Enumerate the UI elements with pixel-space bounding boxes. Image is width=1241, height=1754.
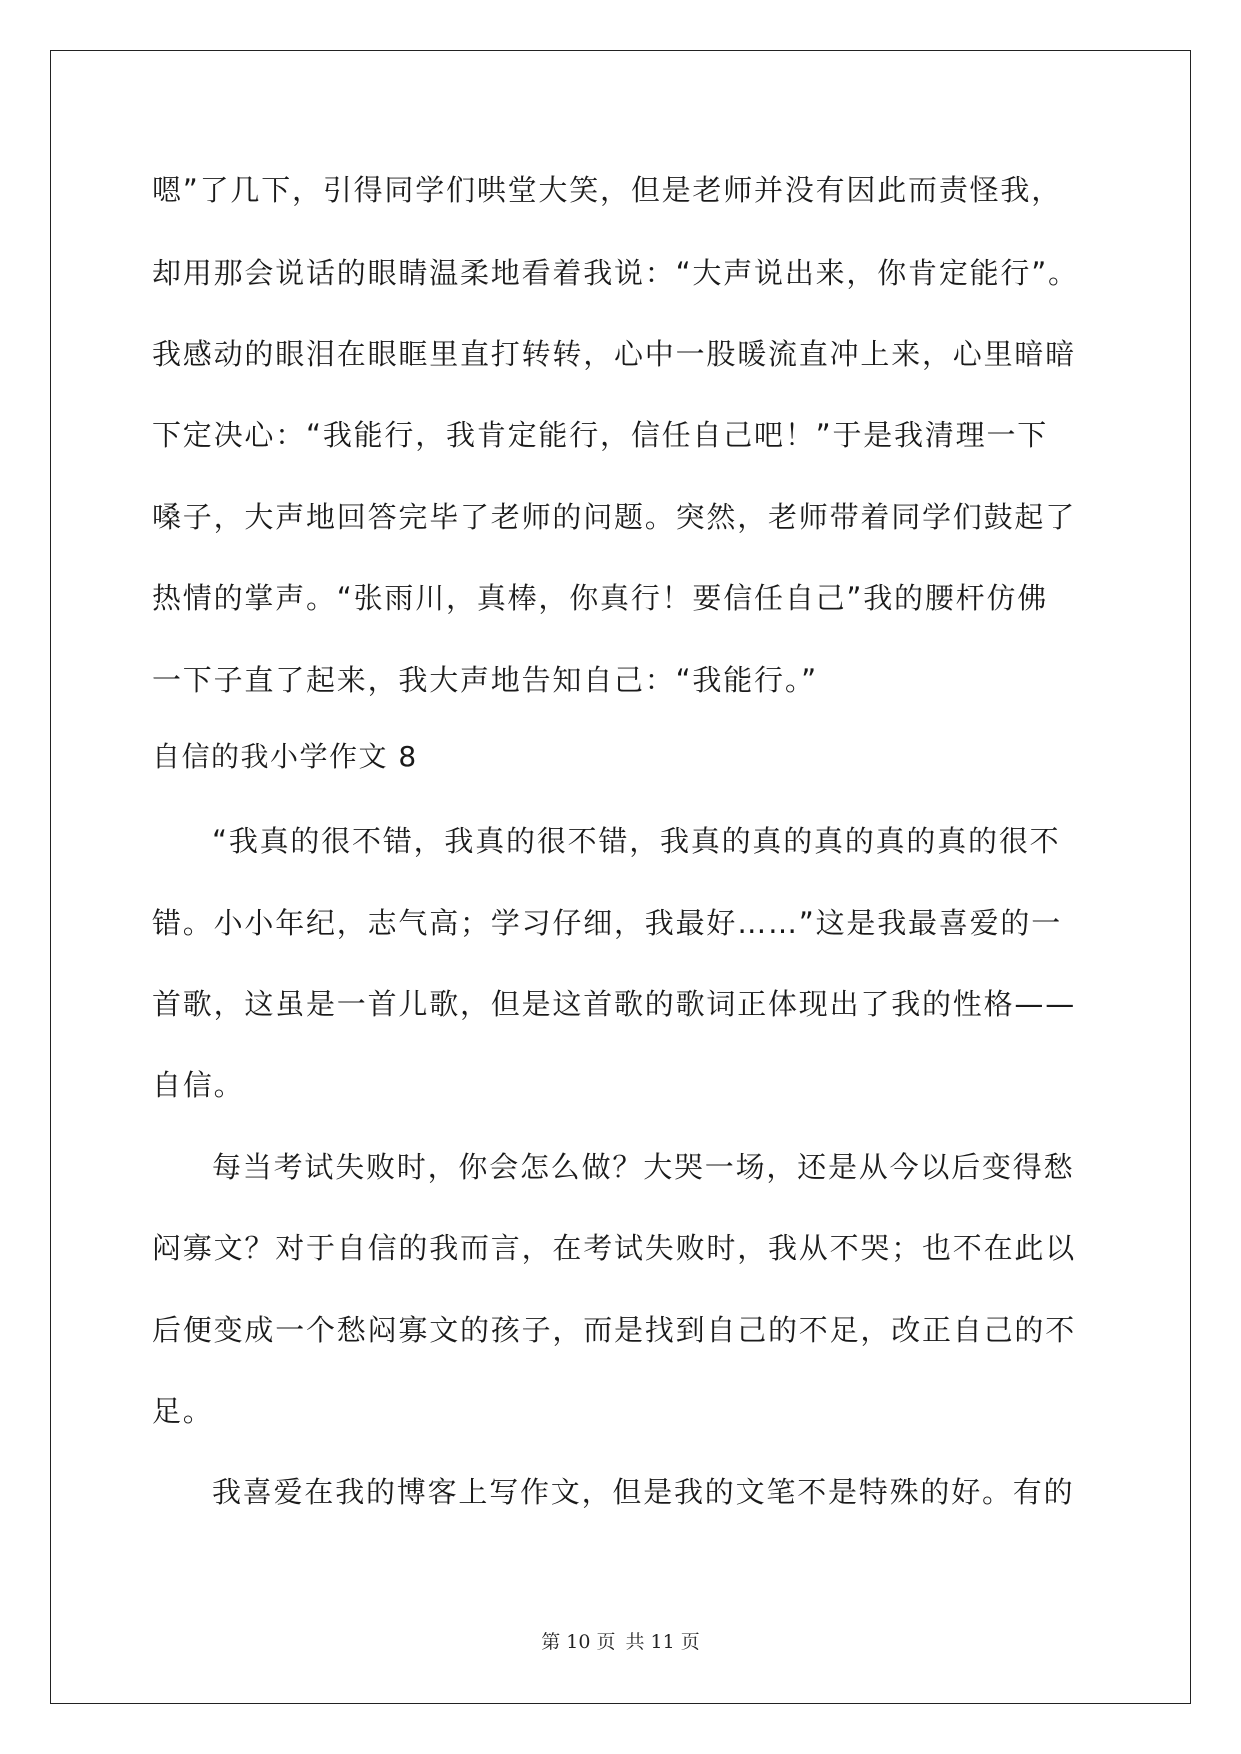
page-total: 共 11 页 (625, 1631, 700, 1653)
text-line: 嗓子，大声地回答完毕了老师的问题。突然，老师带着同学们鼓起了 (152, 500, 1077, 534)
page-footer (0, 1630, 1241, 1654)
text-line: “我真的很不错，我真的很不错，我真的真的真的真的真的很不 (212, 824, 1061, 858)
text-line: 闷寡文？对于自信的我而言，在考试失败时，我从不哭；也不在此以 (152, 1231, 1077, 1265)
page-number: 第 10 页 (541, 1631, 616, 1653)
text-line: 热情的掌声。“张雨川，真棒，你真行！要信任自己”我的腰杆仿佛 (152, 581, 1049, 615)
text-line: 每当考试失败时，你会怎么做？大哭一场，还是从今以后变得愁 (212, 1150, 1075, 1184)
text-line: 我感动的眼泪在眼眶里直打转转，心中一股暖流直冲上来，心里暗暗 (152, 337, 1077, 371)
text-line: 我喜爱在我的博客上写作文，但是我的文笔不是特殊的好。有的 (212, 1475, 1075, 1509)
text-line: 一下子直了起来，我大声地告知自己：“我能行。” (152, 663, 818, 697)
text-line: 首歌，这虽是一首儿歌，但是这首歌的歌词正体现出了我的性格—— (152, 987, 1077, 1021)
text-line: 足。 (152, 1394, 214, 1428)
text-line: 自信。 (152, 1068, 245, 1102)
text-line: 下定决心：“我能行，我肯定能行，信任自己吧！”于是我清理一下 (152, 418, 1049, 452)
page-border (50, 50, 1191, 1704)
text-line: 嗯”了几下，引得同学们哄堂大笑，但是老师并没有因此而责怪我， (152, 173, 1063, 207)
text-line: 错。小小年纪，志气高；学习仔细，我最好……”这是我最喜爱的一 (152, 906, 1063, 940)
text-line: 却用那会说话的眼睛温柔地看着我说：“大声说出来，你肯定能行”。 (152, 256, 1079, 290)
section-heading: 自信的我小学作文 8 (152, 740, 418, 773)
text-line: 后便变成一个愁闷寡文的孩子，而是找到自己的不足，改正自己的不 (152, 1313, 1077, 1347)
